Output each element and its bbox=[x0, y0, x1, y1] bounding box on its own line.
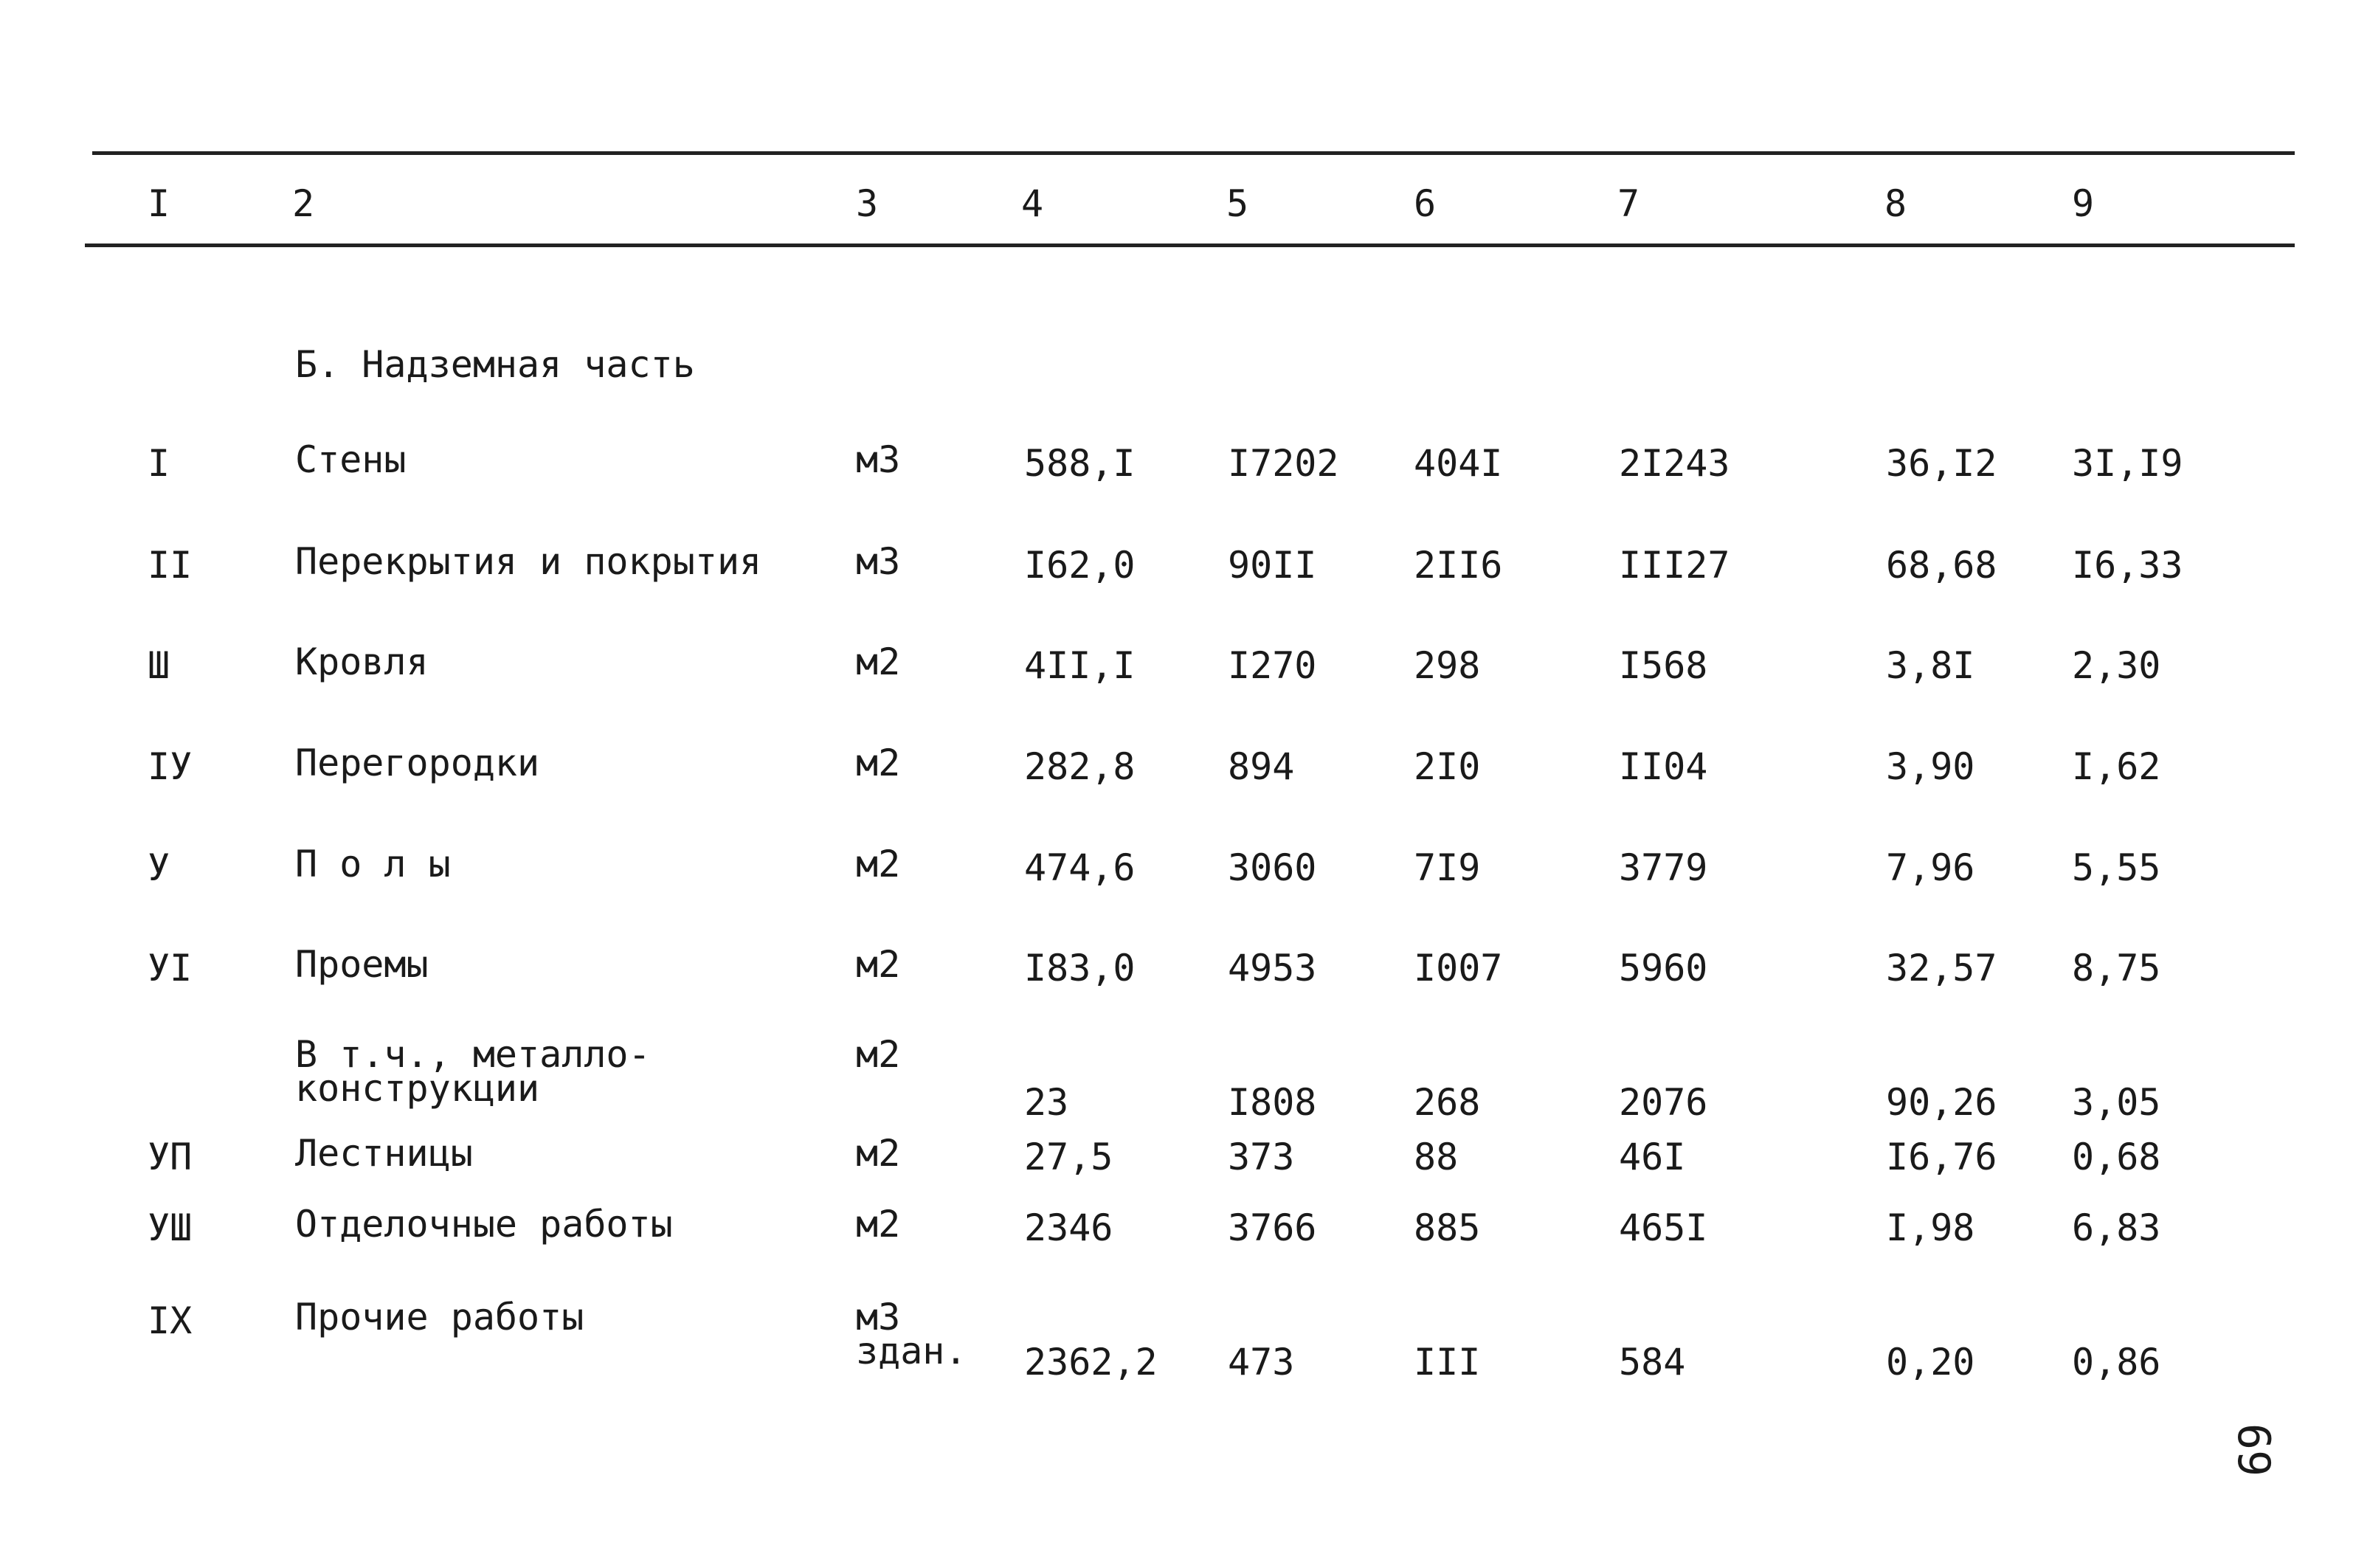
row-6-name: Проемы bbox=[295, 943, 429, 986]
row-9-num: УШ bbox=[148, 1206, 193, 1249]
row-4-c5: 894 bbox=[1228, 745, 1295, 788]
row-9-name: Отделочные работы bbox=[295, 1203, 673, 1246]
section-title: Б. Надземная часть bbox=[295, 343, 695, 386]
row-4-c6: 2I0 bbox=[1414, 745, 1481, 788]
row-7-c7: 2076 bbox=[1619, 1081, 1708, 1124]
col-header-7: 7 bbox=[1617, 182, 1640, 225]
row-9-c4: 2346 bbox=[1024, 1206, 1113, 1249]
row-3-unit: м2 bbox=[856, 640, 901, 683]
row-2-unit: м3 bbox=[856, 540, 901, 583]
row-4-c8: 3,90 bbox=[1886, 745, 1975, 788]
row-2-c9: I6,33 bbox=[2072, 544, 2183, 587]
row-3-c7: I568 bbox=[1619, 644, 1708, 687]
col-header-8: 8 bbox=[1884, 182, 1907, 225]
row-8-c8: I6,76 bbox=[1886, 1136, 1997, 1178]
row-4-num: IУ bbox=[148, 745, 193, 788]
row-6-c6: I007 bbox=[1414, 947, 1503, 990]
col-header-1: I bbox=[148, 182, 170, 225]
row-4-name: Перегородки bbox=[295, 742, 540, 784]
row-1-c6: 404I bbox=[1414, 442, 1503, 485]
col-header-4: 4 bbox=[1021, 182, 1044, 225]
row-6-c5: 4953 bbox=[1228, 947, 1317, 990]
row-8-c9: 0,68 bbox=[2072, 1136, 2161, 1178]
col-header-3: 3 bbox=[856, 182, 879, 225]
row-9-c9: 6,83 bbox=[2072, 1206, 2161, 1249]
row-3-name: Кровля bbox=[295, 640, 429, 683]
row-3-num: Ш bbox=[148, 644, 170, 687]
row-7-c4: 23 bbox=[1024, 1081, 1069, 1124]
row-2-c8: 68,68 bbox=[1886, 544, 1997, 587]
row-2-c7: III27 bbox=[1619, 544, 1730, 587]
row-7-c9: 3,05 bbox=[2072, 1081, 2161, 1124]
row-10-c9: 0,86 bbox=[2072, 1341, 2161, 1384]
row-10-c8: 0,20 bbox=[1886, 1341, 1975, 1384]
row-5-c8: 7,96 bbox=[1886, 846, 1975, 889]
col-header-5: 5 bbox=[1226, 182, 1249, 225]
row-10-name: Прочие работы bbox=[295, 1296, 584, 1339]
row-3-c9: 2,30 bbox=[2072, 644, 2161, 687]
row-4-c4: 282,8 bbox=[1024, 745, 1136, 788]
row-1-c9: 3I,I9 bbox=[2072, 442, 2183, 485]
row-4-c9: I,62 bbox=[2072, 745, 2161, 788]
row-4-c7: II04 bbox=[1619, 745, 1708, 788]
row-1-unit: м3 bbox=[856, 438, 901, 481]
row-6-c7: 5960 bbox=[1619, 947, 1708, 990]
col-header-9: 9 bbox=[2072, 182, 2095, 225]
row-4-unit: м2 bbox=[856, 742, 901, 784]
row-1-c4: 588,I bbox=[1024, 442, 1136, 485]
row-10-c4: 2362,2 bbox=[1024, 1341, 1158, 1384]
row-1-c7: 2I243 bbox=[1619, 442, 1730, 485]
row-2-c4: I62,0 bbox=[1024, 544, 1136, 587]
row-7-c5: I808 bbox=[1228, 1081, 1317, 1124]
row-8-c5: 373 bbox=[1228, 1136, 1295, 1178]
row-10-c6: III bbox=[1414, 1341, 1481, 1384]
row-10-c5: 473 bbox=[1228, 1341, 1295, 1384]
row-8-num: УП bbox=[148, 1136, 193, 1178]
header-bottom-rule bbox=[85, 244, 2295, 247]
row-3-c6: 298 bbox=[1414, 644, 1481, 687]
row-8-unit: м2 bbox=[856, 1132, 901, 1175]
row-9-c8: I,98 bbox=[1886, 1206, 1975, 1249]
page-number: 69 bbox=[2228, 1423, 2280, 1477]
row-5-unit: м2 bbox=[856, 843, 901, 885]
row-6-unit: м2 bbox=[856, 943, 901, 986]
row-3-c8: 3,8I bbox=[1886, 644, 1975, 687]
row-5-c9: 5,55 bbox=[2072, 846, 2161, 889]
row-2-name: Перекрытия и покрытия bbox=[295, 540, 762, 583]
row-8-c7: 46I bbox=[1619, 1136, 1686, 1178]
row-3-c4: 4II,I bbox=[1024, 644, 1136, 687]
row-2-num: II bbox=[148, 544, 193, 587]
row-1-name: Стены bbox=[295, 438, 407, 481]
row-9-c5: 3766 bbox=[1228, 1206, 1317, 1249]
row-5-c6: 7I9 bbox=[1414, 846, 1481, 889]
row-2-c5: 90II bbox=[1228, 544, 1317, 587]
row-1-c8: 36,I2 bbox=[1886, 442, 1997, 485]
row-6-c9: 8,75 bbox=[2072, 947, 2161, 990]
row-8-c6: 88 bbox=[1414, 1136, 1459, 1178]
row-7-c8: 90,26 bbox=[1886, 1081, 1997, 1124]
row-10-num: IX bbox=[148, 1299, 193, 1342]
row-1-num: I bbox=[148, 442, 170, 485]
row-10-unit: м3 здан. bbox=[856, 1296, 967, 1372]
row-7-name: В т.ч., металло- конструкции bbox=[295, 1033, 651, 1110]
row-7-c6: 268 bbox=[1414, 1081, 1481, 1124]
row-6-c8: 32,57 bbox=[1886, 947, 1997, 990]
row-10-c7: 584 bbox=[1619, 1341, 1686, 1384]
row-6-num: УI bbox=[148, 947, 193, 990]
row-9-c6: 885 bbox=[1414, 1206, 1481, 1249]
row-1-c5: I7202 bbox=[1228, 442, 1339, 485]
row-5-name: П о л ы bbox=[295, 843, 451, 885]
row-8-c4: 27,5 bbox=[1024, 1136, 1113, 1178]
row-6-c4: I83,0 bbox=[1024, 947, 1136, 990]
row-9-c7: 465I bbox=[1619, 1206, 1708, 1249]
row-5-c5: 3060 bbox=[1228, 846, 1317, 889]
row-7-unit: м2 bbox=[856, 1033, 901, 1076]
row-9-unit: м2 bbox=[856, 1203, 901, 1246]
col-header-2: 2 bbox=[292, 182, 315, 225]
col-header-6: 6 bbox=[1414, 182, 1437, 225]
row-8-name: Лестницы bbox=[295, 1132, 473, 1175]
top-rule bbox=[92, 151, 2295, 155]
row-5-c7: 3779 bbox=[1619, 846, 1708, 889]
row-2-c6: 2II6 bbox=[1414, 544, 1503, 587]
row-5-num: У bbox=[148, 846, 170, 889]
row-3-c5: I270 bbox=[1228, 644, 1317, 687]
row-5-c4: 474,6 bbox=[1024, 846, 1136, 889]
